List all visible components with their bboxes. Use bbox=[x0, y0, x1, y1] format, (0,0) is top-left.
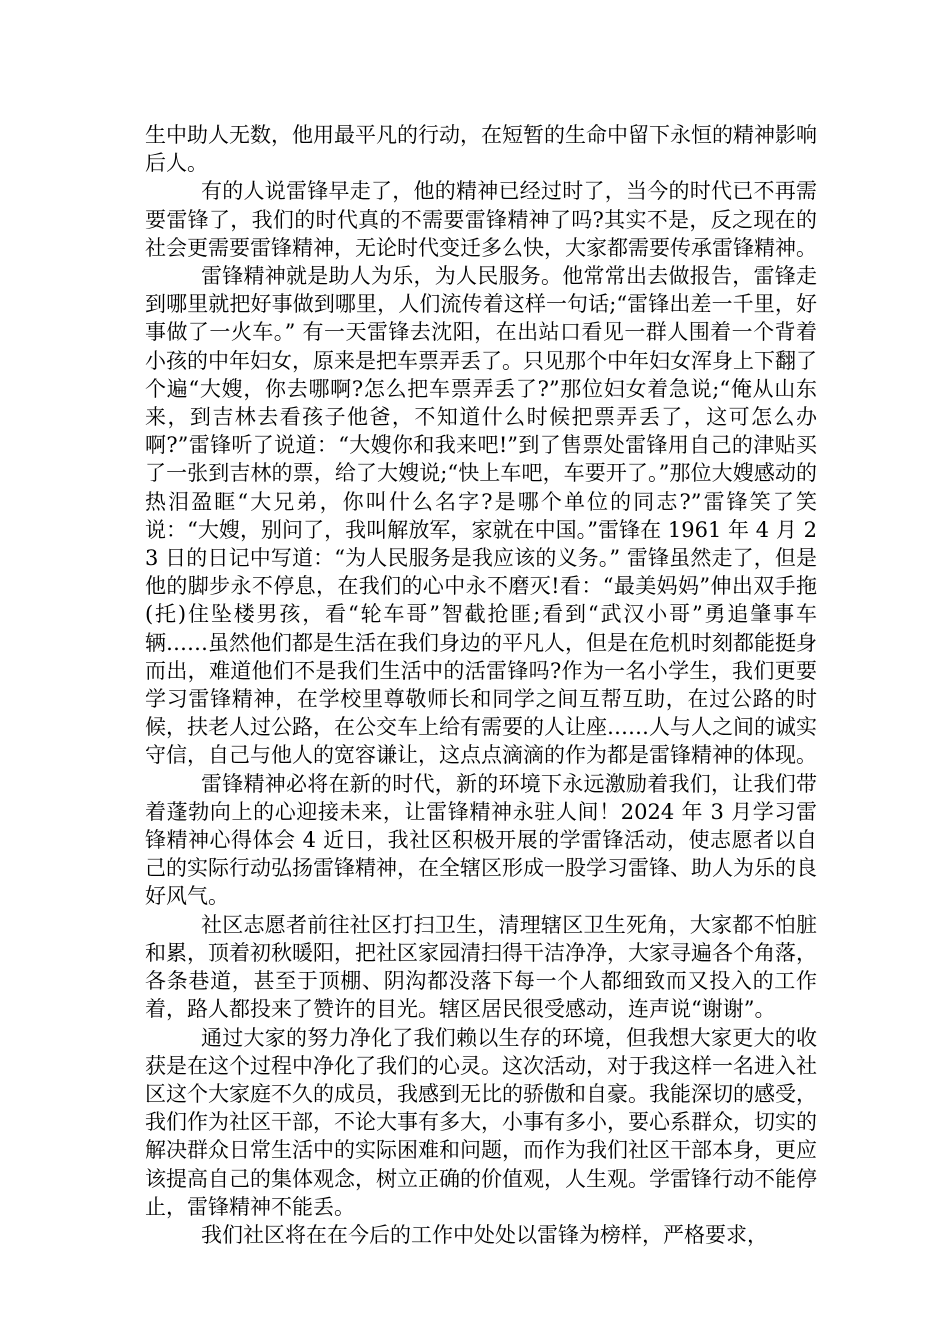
document-page bbox=[145, 121, 817, 1249]
paragraph-spirit-not-outdated: 有的人说雷锋早走了，他的精神已经过时了，当今的时代已不再需要雷锋了，我们的时代真的不需要雷锋精神了吗?其实不是，反之现在的社会更需要雷锋精神，无论时代变迁多么快，大家都需要传承雷锋精神。 bbox=[145, 179, 817, 260]
paragraph-continuation: 生中助人无数，他用最平凡的行动，在短暂的生命中留下永恒的精神影响后人。 bbox=[145, 123, 817, 176]
paragraph-lei-feng-story: 雷锋精神就是助人为乐，为人民服务。他常常出去做报告，雷锋走到哪里就把好事做到哪里，人们流传着这样一句话;“雷锋出差一千里，好事做了一火车。” 有一天雷锋去沈阳，在出站口看见一群人围着一个背着小孩的中年妇女，原来是把车票弄丢了。只见那个中年妇女浑身上下翻了个遍“大嫂，你去哪啊?怎么把车票弄丢了?”那位妇女着急说;“俺从山东来，到吉林去看孩子他爸，不知道什么时候把票弄丢了，这可怎么办啊?”雷锋听了说道：“大嫂你和我来吧!”到了售票处雷锋用自己的津贴买了一张到吉林的票，给了大嫂说;“快上车吧，车要开了。”那位大嫂感动的热泪盈眶“大兄弟，你叫什么名字?是哪个单位的同志?”雷锋笑了笑说：“大嫂，别问了，我叫解放军，家就在中国。”雷锋在 1961 年 4 月 23 日的日记中写道：“为人民服务是我应该的义务。” 雷锋虽然走了，但是他的脚步永不停息，在我们的心中永不磨灭!看：“最美妈妈”伸出双手拖(托)住坠楼男孩，看“轮车哥”智截抢匪;看到“武汉小哥”勇追肇事车辆……虽然他们都是生活在我们身边的平凡人，但是在危机时刻都能挺身而出，难道他们不是我们生活中的活雷锋吗?作为一名小学生，我们更要学习雷锋精神，在学校里尊敬师长和同学之间互帮互助，在过公路的时候，扶老人过公路，在公交车上给有需要的人让座……人与人之间的诚实守信，自己与他人的宽容谦让，这点点滴滴的作为都是雷锋精神的体现。 bbox=[145, 264, 817, 768]
paragraph-volunteer-cleanup: 社区志愿者前往社区打扫卫生，清理辖区卫生死角，大家都不怕脏和累，顶着初秋暖阳，把社区家园清扫得干洁净净，大家寻遍各个角落，各条巷道，甚至于顶棚、阴沟都没落下每一个人都细致而又投入的工作着，路人都投来了赞许的目光。辖区居民很受感动，连声说“谢谢”。 bbox=[145, 912, 817, 1022]
paragraph-new-era-activity: 雷锋精神必将在新的时代，新的环境下永远激励着我们，让我们带着蓬勃向上的心迎接未来，让雷锋精神永驻人间！2024 年 3 月学习雷锋精神心得体会 4 近日，我社区积极开展的学雷锋活动，使志愿者以自己的实际行动弘扬雷锋精神，在全辖区形成一股学习雷锋、助人为乐的良好风气。 bbox=[145, 771, 817, 909]
paragraph-future-commitment: 我们社区将在在今后的工作中处处以雷锋为榜样，严格要求， bbox=[201, 1222, 768, 1247]
paragraph-reflection: 通过大家的努力净化了我们赖以生存的环境，但我想大家更大的收获是在这个过程中净化了我们的心灵。这次活动，对于我这样一名进入社区这个大家庭不久的成员，我感到无比的骄傲和自豪。我能深切的感受，我们作为社区干部，不论大事有多大，小事有多小，要心系群众，切实的解决群众日常生活中的实际困难和问题，而作为我们社区干部本身，更应该提高自己的集体观念，树立正确的价值观，人生观。学雷锋行动不能停止，雷锋精神不能丢。 bbox=[145, 1025, 817, 1219]
